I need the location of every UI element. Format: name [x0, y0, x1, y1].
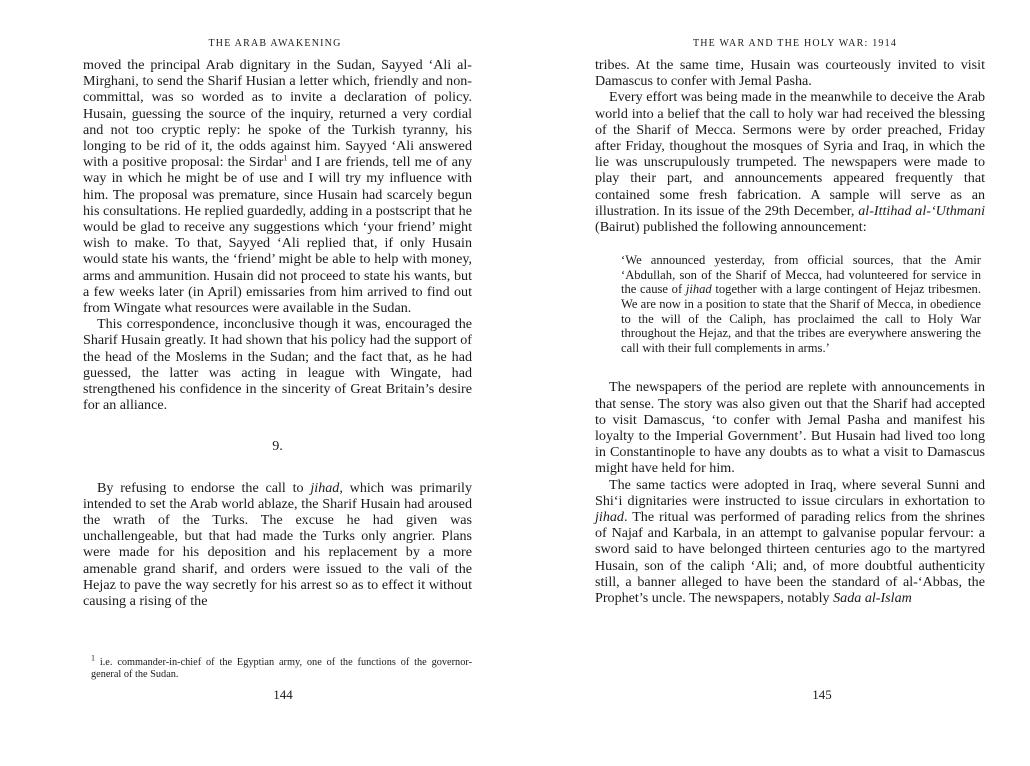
paragraph — [83, 57, 472, 316]
paragraph-text: (Bairut) published the following announcement: — [595, 219, 867, 236]
footnote-ref: 1 — [283, 153, 288, 163]
italic-term: jihad — [310, 479, 340, 496]
italic-term: jihad — [595, 509, 624, 526]
footnote — [91, 653, 472, 681]
block-quote — [621, 253, 981, 355]
paragraph-text: and I are friends, tell me of any way in which he might be of use and I will try my influence with him. The proposal was premature, since Husain had scarcely begun his consultations. He replied guardedly, adding in a postscript that he would be glad to receive any suggestions which ‘your friend’ might wish to make. To that, Sayyed ‘Ali replied that, if only Husain would state his wants, the ‘friend’ might be able to help with money, arms and ammunition. Husain did not proceed to state his wants, but a few weeks later (in April) emissaries from him arrived to find out from Wingate what resources were available in the Sudan. — [83, 154, 472, 317]
footnote-number: 1 — [91, 653, 95, 663]
paragraph: This correspondence, inconclusive though it was, encouraged the Sharif Husain greatly. It had shown that his policy had the support of the head of the Moslems in the Sudan; and the fact that, as he had guessed, the latter was acting in league with Wingate, had strengthened his confidence in the sincerity of Great Britain’s desire for an alliance. — [83, 316, 472, 414]
italic-title: al-Ittihad al-‘Uthmani — [858, 202, 985, 219]
quote-text: ‘We announced yesterday, from official sources, that the Amir ‘Abdullah, son of the Sharif of Mecca, had volunteered for service in the cause of — [621, 253, 981, 297]
paragraph-text: By refusing to endorse the call to — [97, 479, 311, 496]
quote-text: together with a large contingent of Hejaz tribesmen. We are now in a position to state that the Sharif of Mecca, in obedience to the will of the Caliph, has proclaimed the call to Holy War throughout the Hejaz, and that the tribes are everywhere answering the call with their full complements in arms.’ — [621, 282, 981, 355]
paragraph-text: The same tactics were adopted in Iraq, where several Sunni and Shi‘i dignitaries were instructed to issue circulars in exhortation to — [595, 476, 985, 509]
running-header: THE ARAB AWAKENING — [208, 38, 342, 49]
paragraph-text: moved the principal Arab dignitary in the Sudan, Sayyed ‘Ali al-Mirghani, to send the Sharif Husian a letter which, friendly and non-committal, was so worded as to invite a declaration of policy. Husain, guessing the source of the inquiry, returned a very cordial and not too cryptic reply: he spoke of the Turkish tyranny, his longing to be rid of it, the odds against him. Sayyed ‘Ali answered with a positive proposal: the Sirdar — [83, 57, 472, 171]
paragraph: tribes. At the same time, Husain was courteously invited to visit Damascus to confer with Jemal Pasha. — [595, 57, 985, 90]
paragraph — [83, 480, 472, 610]
section-number: 9. — [272, 438, 283, 455]
running-header: THE WAR AND THE HOLY WAR: 1914 — [692, 38, 898, 49]
italic-term: jihad — [685, 282, 712, 297]
page-body — [595, 57, 985, 606]
page-number: 144 — [273, 687, 293, 702]
paragraph — [595, 477, 985, 607]
page-number: 145 — [812, 687, 832, 702]
paragraph: The newspapers of the period are replete with announcements in that sense. The story was also given out that the Sharif had accepted to visit Damascus, ‘to confer with Jemal Pasha and manifest his loyalty to the Imperial Government’. But Husain had lived too long in Constantinople to have any doubts as to what a visit to Damascus might have held for him. — [595, 379, 985, 477]
footnote-text: i.e. commander-in-chief of the Egyptian army, one of the functions of the governor-general of the Sudan. — [91, 657, 472, 680]
italic-title: Sada al-Islam — [833, 590, 912, 607]
right-page — [515, 0, 1030, 766]
paragraph-text: . The ritual was performed of parading relics from the shrines of Najaf and Karbala, in an attempt to galvanise popular fervour: a sword said to have belonged thirteen centuries ago to the martyred Husain, son of the caliph ‘Ali; and, of more doubtful authenticity still, a banner alleged to have been the standard of al-‘Abbas, the Prophet’s uncle. The newspapers, notably — [595, 509, 985, 607]
paragraph-text: Every effort was being made in the meanwhile to deceive the Arab world into a belief that the call to holy war had received the blessing of the Sharif of Mecca. Sermons were by order preached, Friday after Friday, thoughout the mosques of Syria and Iraq, in which the lie was unscrupulously trumpeted. The newspapers were made to play their part, and announcements appeared frequently that contained some fresh fabrication. A sample will serve as an illustration. In its issue of the 29th December, — [595, 89, 985, 219]
page-body — [83, 57, 472, 609]
paragraph-text: , which was primarily intended to set the Arab world ablaze, the Sharif Husain had aroused the wrath of the Turks. The excuse he had given was unchallengeable, but that had made the Turks only angrier. Plans were made for his deposition and his replacement by a more amenable grand sharif, and orders were issued to the vali of the Hejaz to pave the way secretly for his arrest so as to effect it without causing a rising of the — [83, 479, 472, 610]
paragraph — [595, 89, 985, 235]
